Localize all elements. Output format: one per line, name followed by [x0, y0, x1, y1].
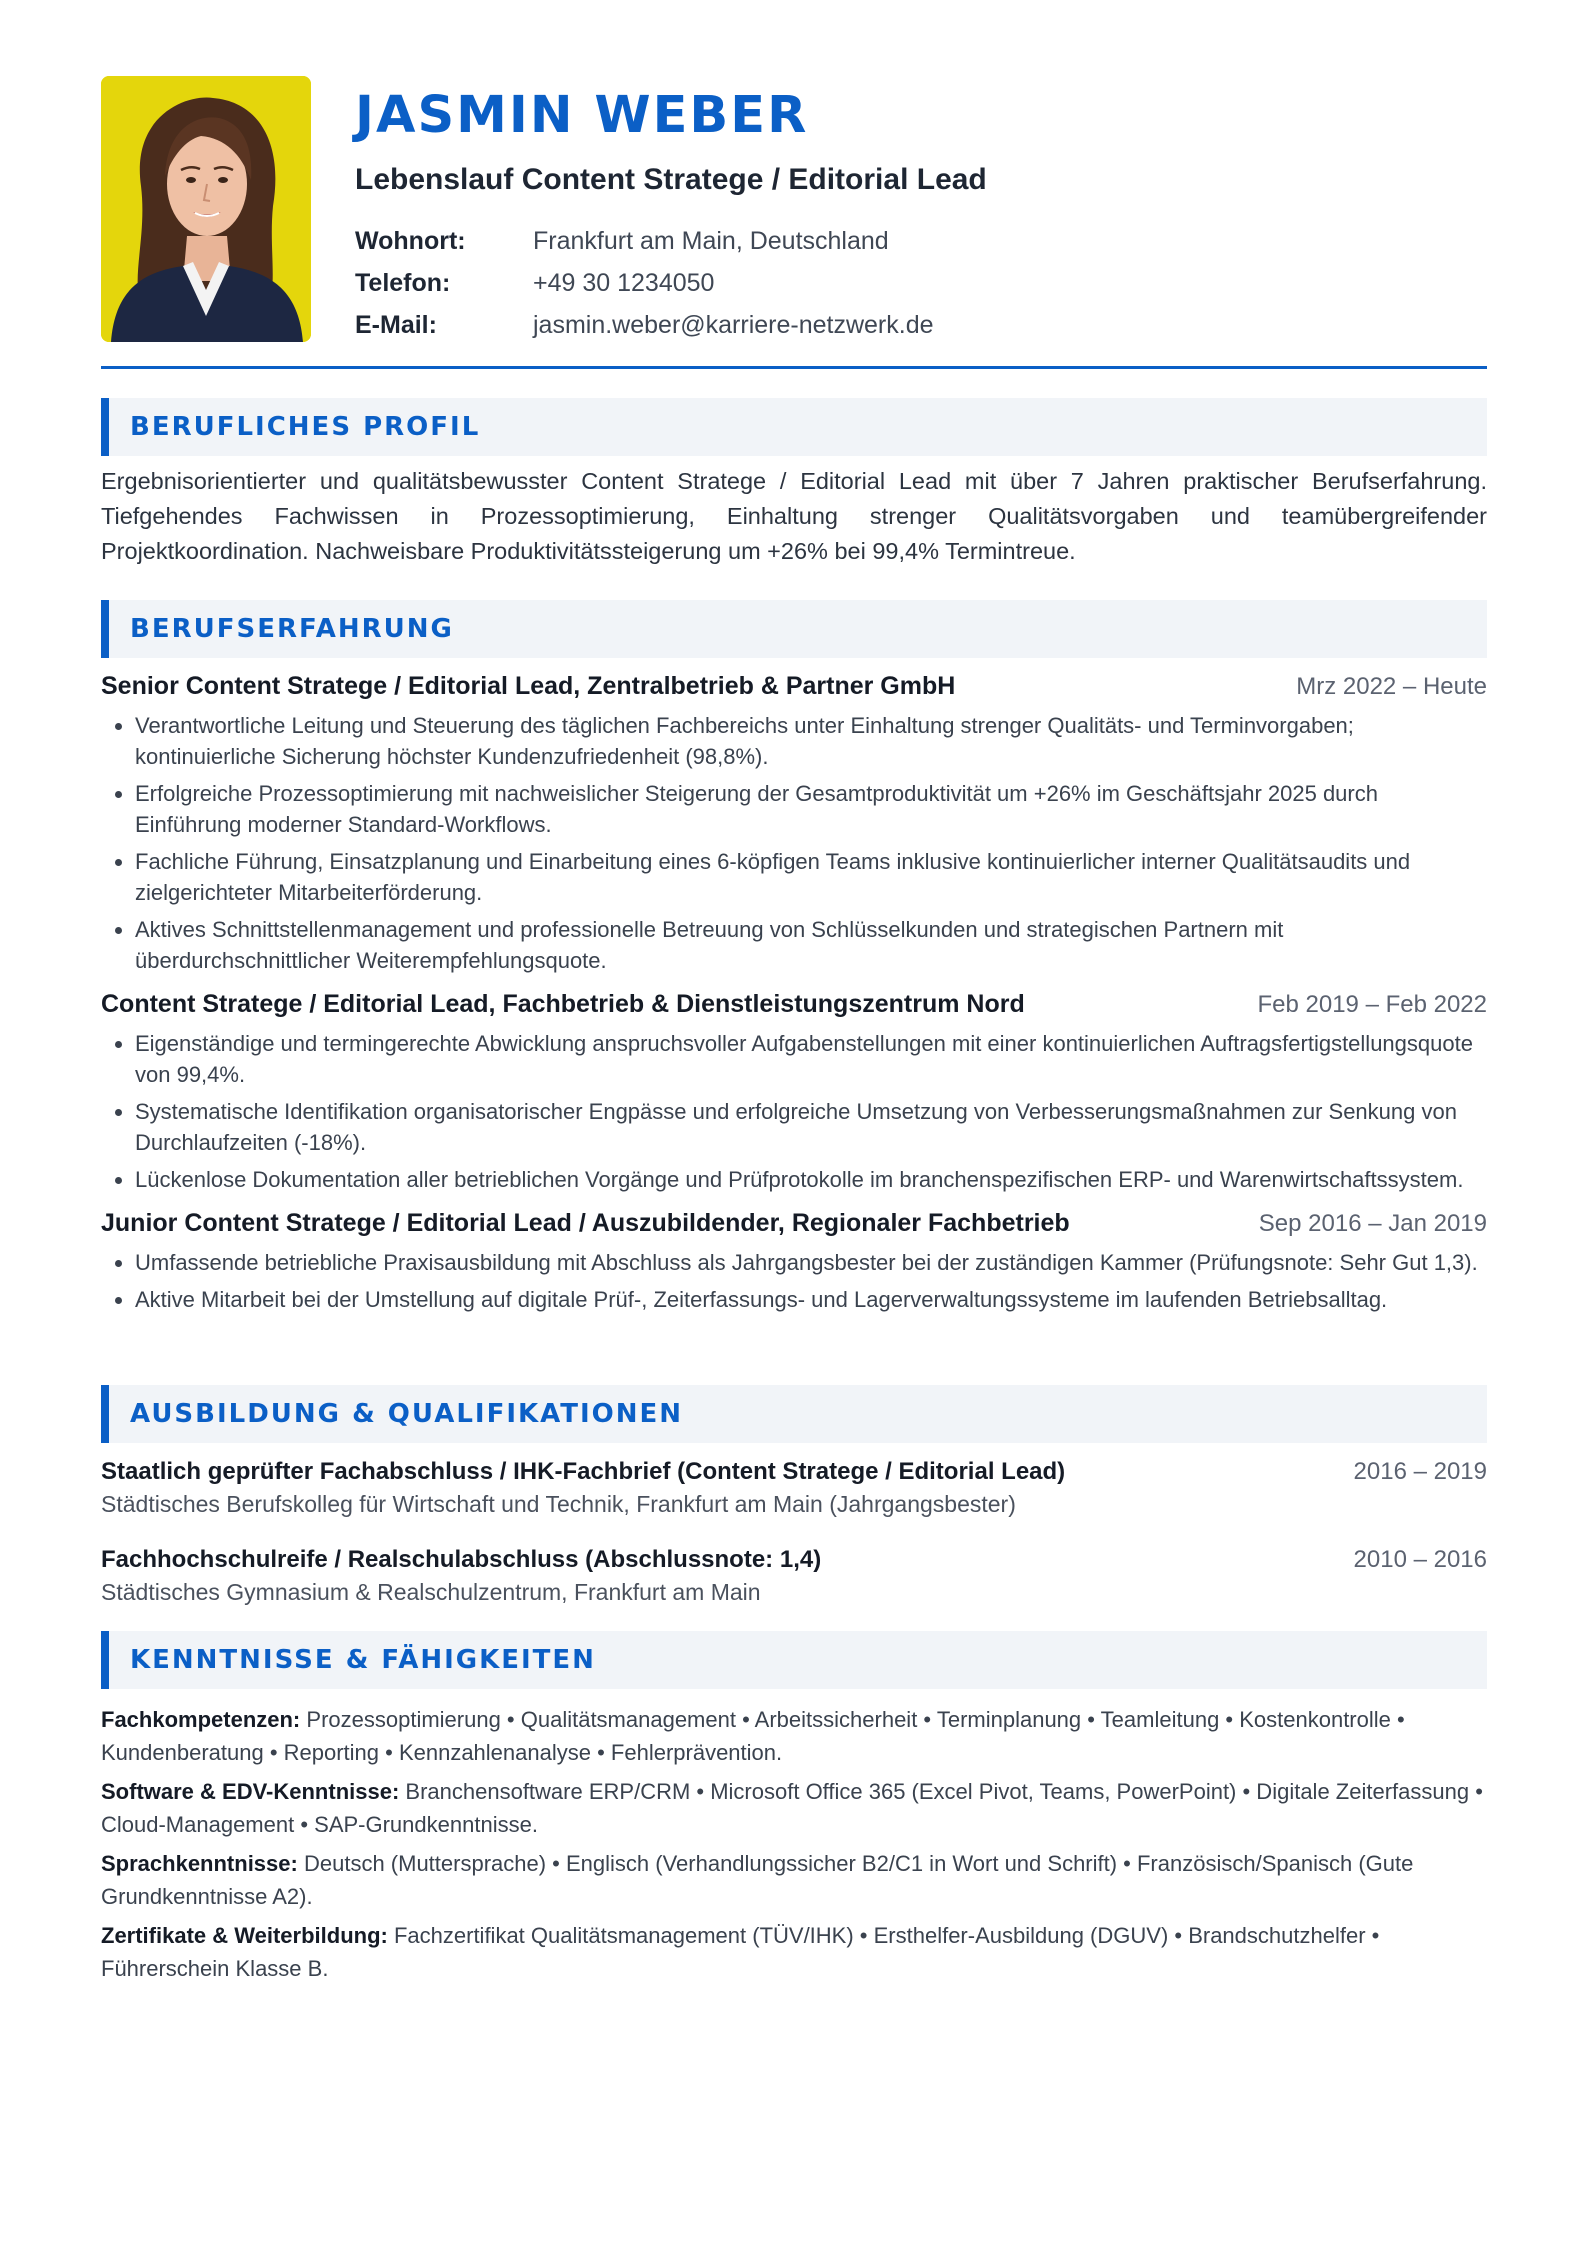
- list-item: • Eigenständige und termingerechte Abwicklung anspruchsvoller Aufgabenstellungen mit einer kontinuierlichen Auftragsfertigstellungsquote von 99,4%.: [135, 1028, 1487, 1090]
- job-bullets: [101, 1247, 1487, 1315]
- job-entry: [101, 1209, 1487, 1315]
- skill-text: Branchensoftware ERP/CRM • Microsoft Office 365 (Excel Pivot, Teams, PowerPoint) • Digitale Zeiterfassung • Cloud-Management • SAP-Grundkenntnisse.: [101, 1779, 1483, 1837]
- section-title: AUSBILDUNG & QUALIFIKATIONEN: [130, 1399, 684, 1429]
- education-entry: [101, 1456, 1487, 1520]
- location-value: Frankfurt am Main, Deutschland: [533, 226, 889, 255]
- skill-label: Zertifikate & Weiterbildung:: [101, 1923, 388, 1948]
- section-heading-profile: [101, 398, 1487, 456]
- contact-row-location: [355, 220, 934, 262]
- skill-line: [101, 1919, 1487, 1985]
- experience-section: [101, 672, 1487, 1329]
- skill-line: [101, 1703, 1487, 1769]
- education-entry: [101, 1544, 1487, 1608]
- document-subtitle: Lebenslauf Content Stratege / Editorial Lead: [355, 163, 987, 196]
- contact-label: Wohnort:: [355, 226, 466, 255]
- skills-section: [101, 1703, 1487, 1991]
- email-value: jasmin.weber@karriere-netzwerk.de: [533, 310, 934, 339]
- section-heading-skills: [101, 1631, 1487, 1689]
- degree-title: Fachhochschulreife / Realschulabschluss (Abschlussnote: 1,4): [101, 1546, 822, 1573]
- contact-row-email: [355, 304, 934, 346]
- list-item: • Verantwortliche Leitung und Steuerung des täglichen Fachbereichs unter Einhaltung strenger Qualitäts- und Terminvorgaben; kontinuierliche Sicherung höchster Kundenzufriedenheit (98,8%).: [135, 710, 1487, 772]
- list-item: • Fachliche Führung, Einsatzplanung und Einarbeitung eines 6-köpfigen Teams inklusive kontinuierlicher interner Qualitätsaudits und zielgerichteter Mitarbeiterförderung.: [135, 846, 1487, 908]
- list-item: • Umfassende betriebliche Praxisausbildung mit Abschluss als Jahrgangsbester bei der zuständigen Kammer (Prüfungsnote: Sehr Gut 1,3).: [135, 1247, 1487, 1278]
- job-bullets: [101, 710, 1487, 976]
- profile-section: [101, 464, 1487, 569]
- list-item: • Aktives Schnittstellenmanagement und professionelle Betreuung von Schlüsselkunden und strategischen Partnern mit überdurchschnittlicher Weiterempfehlungsquote.: [135, 914, 1487, 976]
- institution-name: Städtisches Berufskolleg für Wirtschaft und Technik, Frankfurt am Main (Jahrgangsbester): [101, 1491, 1016, 1517]
- job-bullets: [101, 1028, 1487, 1195]
- degree-title: Staatlich geprüfter Fachabschluss / IHK-Fachbrief (Content Stratege / Editorial Lead): [101, 1458, 1066, 1485]
- profile-photo: [101, 76, 311, 342]
- job-title: Content Stratege / Editorial Lead, Fachbetrieb & Dienstleistungszentrum Nord: [101, 990, 1025, 1018]
- skill-line: [101, 1775, 1487, 1841]
- section-title: KENNTNISSE & FÄHIGKEITEN: [130, 1645, 596, 1675]
- job-date: Feb 2019 – Feb 2022: [1257, 991, 1487, 1018]
- job-title: Junior Content Stratege / Editorial Lead / Auszubildender, Regionaler Fachbetrieb: [101, 1209, 1070, 1237]
- skill-text: Prozessoptimierung • Qualitätsmanagement • Arbeitssicherheit • Terminplanung • Teamleitung • Kostenkontrolle • Kundenberatung • Reporting • Kennzahlenanalyse • Fehlerprävention.: [101, 1707, 1405, 1765]
- job-entry: [101, 990, 1487, 1195]
- skill-label: Fachkompetenzen:: [101, 1707, 301, 1732]
- contact-label: E-Mail:: [355, 310, 437, 339]
- skill-text: Fachzertifikat Qualitätsmanagement (TÜV/IHK) • Ersthelfer-Ausbildung (DGUV) • Brandschutzhelfer • Führerschein Klasse B.: [101, 1923, 1380, 1981]
- skill-label: Sprachkenntnisse:: [101, 1851, 298, 1876]
- section-heading-experience: [101, 600, 1487, 658]
- section-heading-education: [101, 1385, 1487, 1443]
- list-item: • Systematische Identifikation organisatorischer Engpässe und erfolgreiche Umsetzung von Verbesserungsmaßnahmen zur Senkung von Durchlaufzeiten (-18%).: [135, 1096, 1487, 1158]
- phone-value: +49 30 1234050: [533, 268, 715, 297]
- education-date: 2016 – 2019: [1353, 1458, 1487, 1485]
- job-entry: [101, 672, 1487, 976]
- contact-label: Telefon:: [355, 268, 451, 297]
- contact-details: [355, 220, 934, 346]
- skill-label: Software & EDV-Kenntnisse:: [101, 1779, 400, 1804]
- list-item: • Erfolgreiche Prozessoptimierung mit nachweislicher Steigerung der Gesamtproduktivität um +26% im Geschäftsjahr 2025 durch Einführung moderner Standard-Workflows.: [135, 778, 1487, 840]
- list-item: • Lückenlose Dokumentation aller betrieblichen Vorgänge und Prüfprotokolle im branchenspezifischen ERP- und Warenwirtschaftssystem.: [135, 1164, 1487, 1195]
- contact-row-phone: [355, 262, 934, 304]
- section-title: BERUFSERFAHRUNG: [130, 614, 454, 644]
- portrait-icon: [101, 76, 311, 342]
- education-section: [101, 1456, 1487, 1632]
- institution-name: Städtisches Gymnasium & Realschulzentrum, Frankfurt am Main: [101, 1579, 761, 1605]
- section-title: BERUFLICHES PROFIL: [130, 412, 481, 442]
- resume-header: [101, 0, 1487, 368]
- skill-text: Deutsch (Muttersprache) • Englisch (Verhandlungssicher B2/C1 in Wort und Schrift) • Französisch/Spanisch (Gute Grundkenntnisse A2).: [101, 1851, 1414, 1909]
- job-title: Senior Content Stratege / Editorial Lead, Zentralbetrieb & Partner GmbH: [101, 672, 956, 700]
- profile-text: Ergebnisorientierter und qualitätsbewusster Content Stratege / Editorial Lead mit über 7 Jahren praktischer Berufserfahrung. Tiefgehendes Fachwissen in Prozessoptimierung, Einhaltung strenger Qualitätsvorgaben und teamübergreifender Projektkoordination. Nachweisbare Produktivitätssteigerung um +26% bei 99,4% Termintreue.: [101, 468, 1487, 564]
- list-item: • Aktive Mitarbeit bei der Umstellung auf digitale Prüf-, Zeiterfassungs- und Lagerverwaltungssysteme im laufenden Betriebsalltag.: [135, 1284, 1487, 1315]
- skill-line: [101, 1847, 1487, 1913]
- education-date: 2010 – 2016: [1353, 1546, 1487, 1573]
- header-divider: [101, 366, 1487, 369]
- job-date: Sep 2016 – Jan 2019: [1258, 1210, 1487, 1237]
- candidate-name: JASMIN WEBER: [355, 86, 809, 145]
- job-date: Mrz 2022 – Heute: [1296, 673, 1487, 700]
